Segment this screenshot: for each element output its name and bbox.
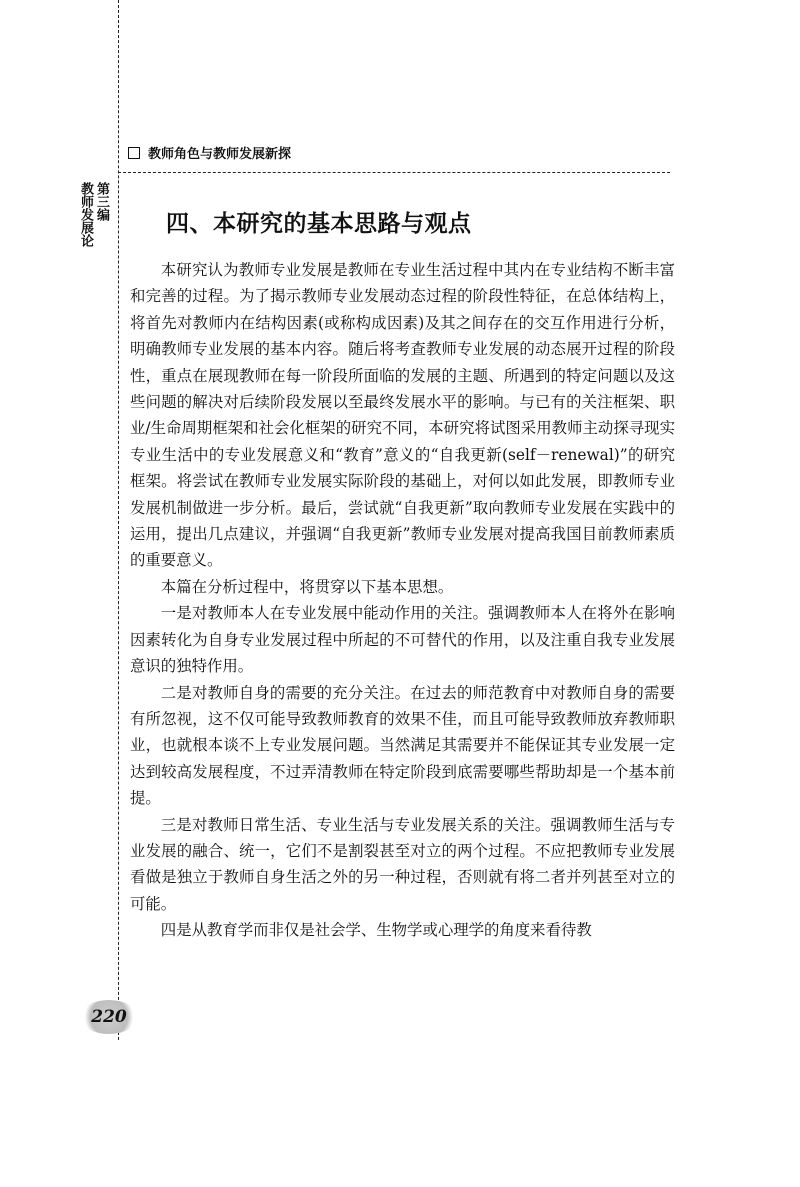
header-rule [118, 172, 670, 173]
paragraph: 四是从教育学而非仅是社会学、生物学或心理学的角度来看待教 [160, 921, 592, 940]
page-number: 220 [80, 1000, 138, 1034]
paragraph: 三是对教师日常生活、专业生活与专业发展关系的关注。强调教师生活与专业发展的融合、统一，它们不是割裂甚至对立的两个过程。不应把教师专业发展看做是独立于教师自身生活之外的另一种过程，否则就有将二者并列甚至对立的可能。 [130, 815, 675, 913]
body-text [130, 257, 675, 944]
running-header [128, 143, 291, 162]
square-icon [128, 147, 140, 159]
paragraph: 本研究认为教师专业发展是教师在专业生活过程中其内在专业结构不断丰富和完善的过程。为了揭示教师专业发展动态过程的阶段性特征，在总体结构上，将首先对教师内在结构因素(或称构成因素)及其之间存在的交互作用进行分析，明确教师专业发展的基本内容。随后将考查教师专业发展的动态展开过程的阶段性，重点在展现教师在每一阶段所面临的发展的主题、所遇到的特定问题以及这些问题的解决对后续阶段发展以至最终发展水平的影响。与已有的关注框架、职业/生命周期框架和社会化框架的研究不同，本研究将试图采用教师主动探寻现实专业生活中的专业发展意义和“教育”意义的“自我更新(self－renewal)”的研究框架。将尝试在教师专业发展实际阶段的基础上，对何以如此发展，即教师专业发展机制做进一步分析。最后，尝试就“自我更新”取向教师专业发展在实践中的运用，提出几点建议，并强调“自我更新”教师专业发展对提高我国目前教师素质的重要意义。 [130, 261, 675, 570]
running-title: 教师角色与教师发展新探 [148, 147, 292, 162]
paragraph: 本篇在分析过程中，将贯穿以下基本思想。 [160, 577, 454, 596]
paragraph: 二是对教师自身的需要的充分关注。在过去的师范教育中对教师自身的需要有所忽视，这不仅可能导致教师教育的效果不佳，而且可能导致教师放弃教师职业，也就根本谈不上专业发展问题。当然满足其需要并不能保证其专业发展一定达到较高发展程度，不过弄清教师在特定阶段到底需要哪些帮助却是一个基本前提。 [130, 683, 675, 808]
side-section: 教师发展论 [78, 182, 93, 247]
side-part: 第三编 [94, 182, 109, 221]
binding-margin-line [118, 0, 119, 1040]
paragraph: 一是对教师本人在专业发展中能动作用的关注。强调教师本人在将外在影响因素转化为自身专业发展过程中所起的不可替代的作用，以及注重自我专业发展意识的独特作用。 [130, 604, 675, 676]
side-section-label [78, 182, 109, 247]
section-title: 四、本研究的基本思路与观点 [166, 211, 472, 237]
